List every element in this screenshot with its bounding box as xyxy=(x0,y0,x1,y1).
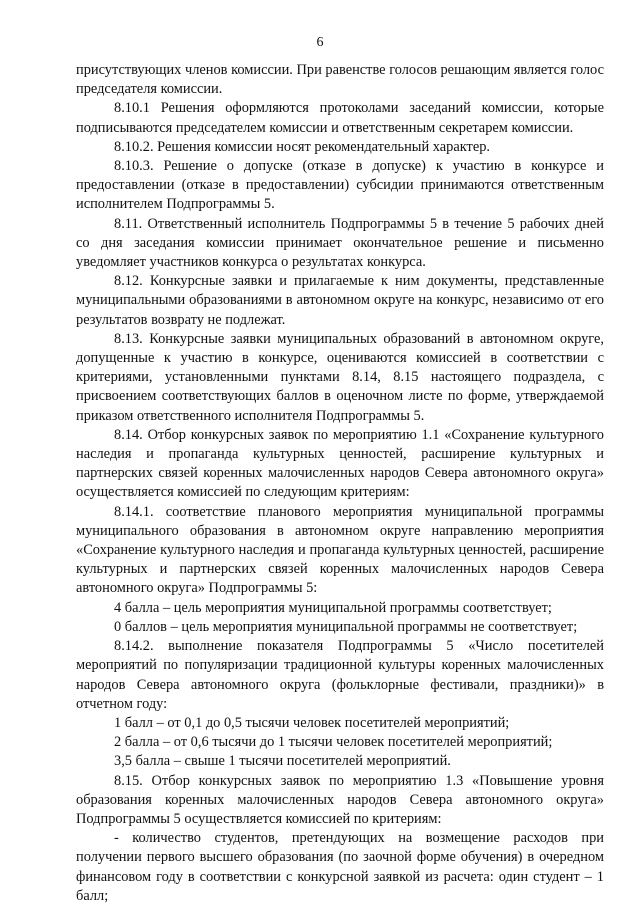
paragraph: 8.14.2. выполнение показателя Подпрограммы 5 «Число посетителей мероприятий по популяризации традиционной культуры коренных малочисленных народов Севера автономного округа (фольклорные фестивали, праздники)» в отчетном году: xyxy=(76,638,604,712)
paragraph: 0 баллов – цель мероприятия муниципальной программы не соответствует; xyxy=(114,618,578,635)
paragraph: 8.11. Ответственный исполнитель Подпрограммы 5 в течение 5 рабочих дней со дня заседания комиссии принимает окончательное решение и письменно уведомляет участников конкурса о результатах конкурса. xyxy=(76,215,604,271)
paragraph: 3,5 балла – свыше 1 тысячи посетителей мероприятий. xyxy=(114,753,451,770)
paragraph: 4 балла – цель мероприятия муниципальной программы соответствует; xyxy=(114,599,552,616)
paragraph: - количество студентов, претендующих на возмещение расходов при получении первого высшего образования (по заочной форме обучения) в очередном финансовом году в соответствии с конкурсной заявкой из расчета: один студент – 1 балл; xyxy=(76,830,604,904)
paragraph: 8.14.1. соответствие планового мероприятия муниципальной программы муниципального образования в автономном округе направлению мероприятия «Сохранение культурного наследия и пропаганда культурных ценностей, расширение культурных и партнерских связей коренных малочисленных народов Севера автономного округа» Подпрограммы 5: xyxy=(76,503,604,597)
paragraph: 2 балла – от 0,6 тысячи до 1 тысячи человек посетителей мероприятий; xyxy=(114,734,553,751)
paragraph: 8.10.3. Решение о допуске (отказе в допуске) к участию в конкурсе и предоставлении (отказе в предоставлении) субсидии принимаются ответственным исполнителем Подпрограммы 5. xyxy=(76,158,604,213)
paragraph: 8.10.2. Решения комиссии носят рекомендательный характер. xyxy=(114,138,491,155)
paragraph: присутствующих членов комиссии. При равенстве голосов решающим является голос председателя комиссии. xyxy=(76,62,604,98)
paragraph: 8.13. Конкурсные заявки муниципальных образований в автономном округе, допущенные к участию в конкурсе, оцениваются комиссией в соответствии с критериями, установленными пунктами 8.14, 8.15 настоящего подраздела, с присвоением соответствующих баллов в оценочном листе по форме, утверждаемой приказом ответственного исполнителя Подпрограммы 5. xyxy=(76,330,604,424)
paragraph: 8.12. Конкурсные заявки и прилагаемые к ним документы, представленные муниципальными образованиями в автономном округе на конкурс, независимо от его результатов возврату не подлежат. xyxy=(76,273,604,328)
paragraph: 8.14. Отбор конкурсных заявок по мероприятию 1.1 «Сохранение культурного наследия и пропаганда культурных ценностей, расширение культурных и партнерских связей коренных малочисленных народов Севера автономного округа» осуществляется комиссией по следующим критериям: xyxy=(76,426,604,501)
paragraph: 8.15. Отбор конкурсных заявок по мероприятию 1.3 «Повышение уровня образования коренных малочисленных народов Севера автономного округа» Подпрограммы 5 осуществляется комиссией по критериям: xyxy=(76,772,604,827)
document-body xyxy=(76,61,604,906)
paragraph: 8.10.1 Решения оформляются протоколами заседаний комиссии, которые подписываются председателем комиссии и ответственным секретарем комиссии. xyxy=(76,100,604,136)
paragraph: 1 балл – от 0,1 до 0,5 тысячи человек посетителей мероприятий; xyxy=(114,714,510,731)
page-number: 6 xyxy=(316,35,324,50)
